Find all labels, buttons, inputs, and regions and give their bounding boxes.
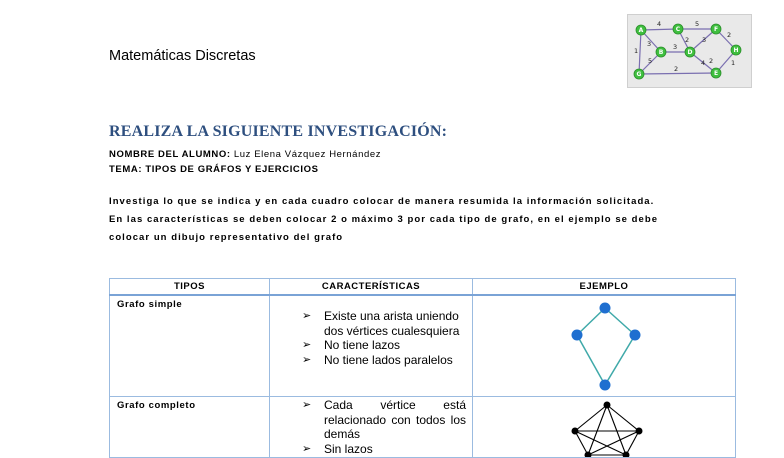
logo-weight: 3 <box>673 43 678 51</box>
tipo-cell: Grafo completo <box>110 397 270 458</box>
arrow-bullet-icon: ➢ <box>302 310 312 322</box>
feature-text: No tiene lados paralelos <box>324 352 453 367</box>
logo-weight: 2 <box>685 36 690 44</box>
list-item <box>302 338 466 353</box>
logo-weight: 2 <box>674 65 679 73</box>
course-title: Matemáticas Discretas <box>109 48 256 64</box>
topic-text: TIPOS DE GRÁFOS Y EJERCICIOS <box>145 164 319 175</box>
caracteristicas-cell <box>270 295 473 397</box>
list-item <box>302 309 466 338</box>
instruction-line: Investiga lo que se indica y en cada cuadro colocar de manera resumida la información solicitada. <box>109 196 655 207</box>
column-header-caracteristicas: CARACTERÍSTICAS <box>270 279 473 296</box>
logo-weight: 1 <box>731 59 736 67</box>
logo-node: C <box>675 26 681 33</box>
tipo-cell: Grafo simple <box>110 295 270 397</box>
logo-weight: 4 <box>657 20 662 28</box>
feature-text: Sin lazos <box>324 441 373 456</box>
section-heading: REALIZA LA SIGUIENTE INVESTIGACIÓN: <box>109 123 448 140</box>
instruction-line: colocar un dibujo representativo del grafo <box>109 232 344 243</box>
feature-text: No tiene lazos <box>324 338 401 352</box>
feature-text: Existe una arista uniendo dos vértices cualesquiera <box>324 309 460 338</box>
arrow-bullet-icon: ➢ <box>302 339 312 351</box>
student-label: NOMBRE DEL ALUMNO: <box>109 149 231 160</box>
ejemplo-cell <box>473 295 736 397</box>
logo-weight: 4 <box>701 59 706 67</box>
ejemplo-cell <box>473 397 736 458</box>
logo-weight: 2 <box>727 31 732 39</box>
logo-weight: 3 <box>702 36 707 44</box>
column-header-ejemplo: EJEMPLO <box>473 279 736 296</box>
logo-node: F <box>713 26 719 33</box>
logo-node: A <box>638 27 644 34</box>
table-row <box>110 397 736 458</box>
feature-text: Cada vértice está relacionado con todos los demás <box>324 398 466 441</box>
topic-label: TEMA: <box>109 164 143 175</box>
list-item <box>302 398 466 442</box>
instruction-line: En las características se deben colocar 2 o máximo 3 por cada tipo de grafo, en el ejemplo se debe <box>109 214 659 225</box>
logo-weight: 2 <box>709 57 714 65</box>
logo-weight: 1 <box>634 47 639 55</box>
student-name: Luz Elena Vázquez Hernández <box>233 149 382 160</box>
logo-weight: 5 <box>648 57 653 65</box>
logo-weight: 3 <box>647 40 652 48</box>
graph-types-table <box>109 278 736 458</box>
list-item <box>302 353 466 368</box>
arrow-bullet-icon: ➢ <box>302 399 312 411</box>
logo-weight: 5 <box>695 20 700 28</box>
arrow-bullet-icon: ➢ <box>302 353 312 366</box>
caracteristicas-cell <box>270 397 473 458</box>
logo-node: B <box>658 49 664 56</box>
list-item <box>302 442 466 457</box>
topic-line <box>109 164 319 175</box>
table-header-row <box>110 279 736 296</box>
logo-node: H <box>733 47 739 54</box>
logo-node: G <box>636 71 642 78</box>
student-line <box>109 149 381 160</box>
simple-graph-drawing <box>473 296 736 396</box>
column-header-tipos: TIPOS <box>110 279 270 296</box>
table-row <box>110 295 736 397</box>
logo-node: D <box>687 49 693 56</box>
arrow-bullet-icon: ➢ <box>302 442 312 455</box>
complete-graph-drawing <box>473 397 736 457</box>
graph-logo-image <box>627 14 752 88</box>
logo-node: E <box>713 70 719 77</box>
